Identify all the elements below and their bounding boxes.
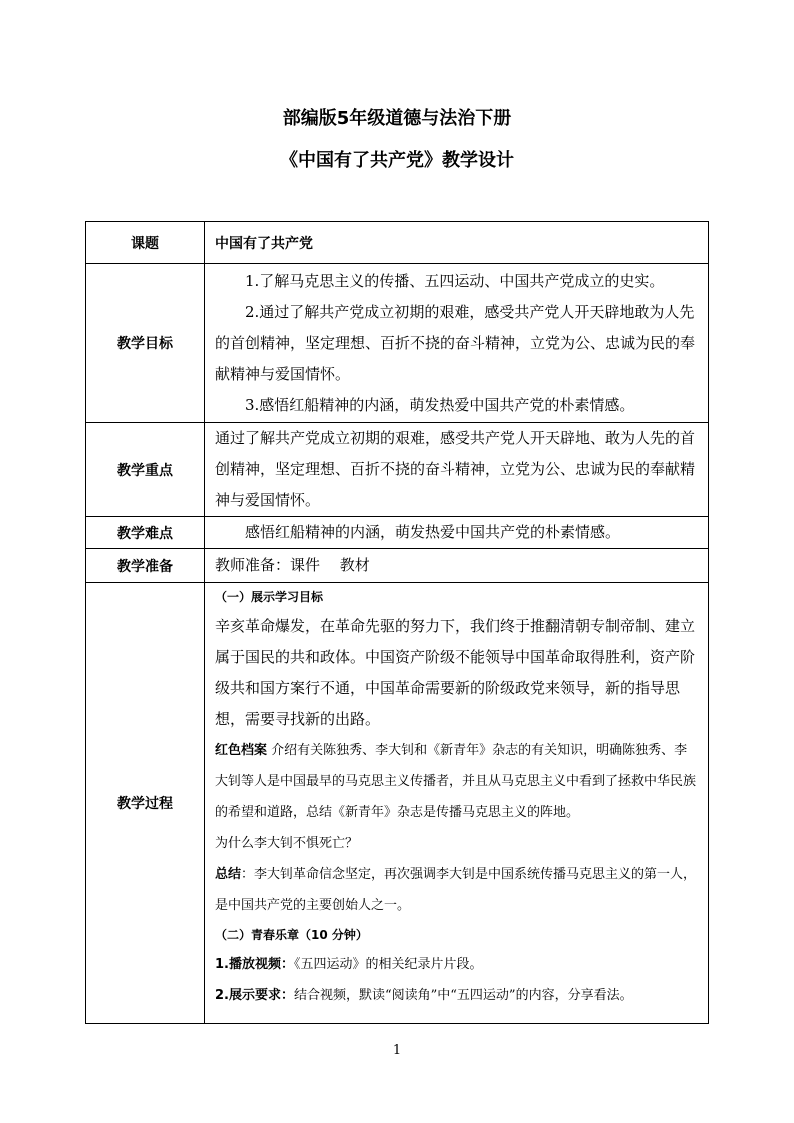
row-difficulty [86, 517, 709, 549]
key-points-label: 教学重点 [86, 423, 205, 517]
preparation-text: 教师准备：课件 教材 [215, 556, 370, 574]
step2-paragraph [215, 980, 700, 1011]
difficulty-content [205, 517, 709, 549]
lesson-plan-table [85, 221, 709, 1024]
difficulty-label: 教学难点 [86, 517, 205, 549]
difficulty-text: 感悟红船精神的内涵，萌发热爱中国共产党的朴素情感。 [245, 523, 621, 541]
section1-title: （一）展示学习目标 [215, 590, 324, 604]
row-key-points [86, 423, 709, 517]
step2-text: 结合视频，默读“阅读角”中“五四运动”的内容，分享看法。 [293, 988, 633, 1003]
step1-paragraph [215, 949, 700, 980]
goals-label: 教学目标 [86, 264, 205, 423]
goal-item: 2.通过了解共产党成立初期的艰难，感受共产党人开天辟地敢为人先的首创精神，坚定理想、百折不挠的奋斗精神，立党为公、忠诚为民的奉献精神与爱国情怀。 [215, 302, 696, 383]
red-archive-text: 介绍有关陈独秀、李大钊和《新青年》杂志的有关知识，明确陈独秀、李大钊等人是中国最早的马克思主义传播者，并且从马克思主义中看到了拯救中华民族的希望和道路，总结《新青年》杂志是传播马克思主义的阵地。 [215, 743, 697, 820]
preparation-label: 教学准备 [86, 549, 205, 583]
row-process [86, 583, 709, 1024]
key-points-content [205, 423, 709, 517]
step2-label: 2.展示要求： [215, 988, 294, 1003]
summary-label: 总结 [215, 867, 242, 882]
section2-title: （二）青春乐章（10 分钟） [215, 928, 368, 942]
document-title-line2: 《中国有了共产党》教学设计 [280, 150, 514, 171]
goals-content [205, 264, 709, 423]
red-archive-paragraph [215, 735, 700, 828]
page-number: 1 [392, 1043, 402, 1058]
summary-text: ：李大钊革命信念坚定，再次强调李大钊是中国系统传播马克思主义的第一人，是中国共产党的主要创始人之一。 [215, 867, 697, 913]
section1-text: 辛亥革命爆发，在革命先驱的努力下，我们终于推翻清朝专制帝制、建立属于国民的共和政体。中国资产阶级不能领导中国革命取得胜利，资产阶级共和国方案行不通，中国革命需要新的阶级政党来领导，新的指导思想，需要寻找新的出路。 [215, 617, 696, 728]
row-topic [86, 222, 709, 264]
key-points-text: 通过了解共产党成立初期的艰难，感受共产党人开天辟地、敢为人先的首创精神，坚定理想、百折不挠的奋斗精神，立党为公、忠诚为民的奉献精神与爱国情怀。 [215, 429, 696, 509]
topic-value: 中国有了共产党 [205, 222, 709, 264]
goal-item: 3.感悟红船精神的内涵，萌发热爱中国共产党的朴素情感。 [245, 395, 635, 414]
row-preparation [86, 549, 709, 583]
step1-text: 《五四运动》的相关纪录片片段。 [293, 957, 483, 972]
goal-item: 1.了解马克思主义的传播、五四运动、中国共产党成立的史实。 [245, 271, 665, 290]
topic-label: 课题 [86, 222, 205, 264]
document-title-line1: 部编版5年级道德与法治下册 [282, 108, 512, 129]
summary-paragraph [215, 859, 700, 921]
question-text: 为什么李大钊不惧死亡？ [215, 836, 359, 851]
preparation-content [205, 549, 709, 583]
red-archive-label: 红色档案 [215, 743, 268, 758]
row-goals [86, 264, 709, 423]
step1-label: 1.播放视频： [215, 957, 294, 972]
process-label: 教学过程 [86, 583, 205, 1024]
process-content [205, 583, 709, 1024]
